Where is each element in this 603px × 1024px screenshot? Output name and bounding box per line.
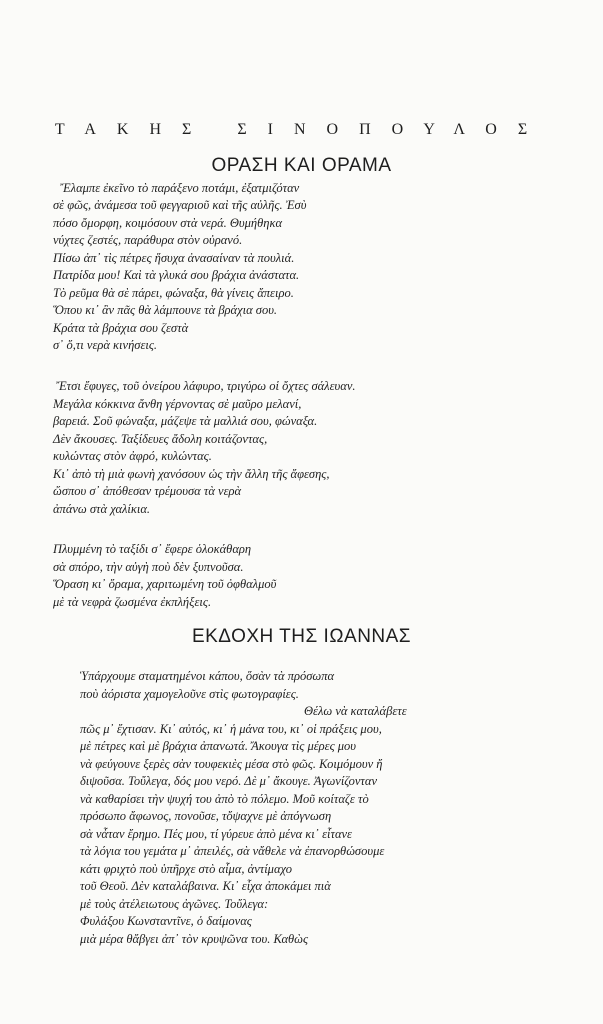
- verse-line: Δὲν ἄκουσες. Ταξίδευες ἄδολη κοιτάζοντας,: [53, 432, 268, 446]
- verse-line: Θέλω νὰ καταλάβετε: [304, 704, 407, 718]
- verse-line: τοῦ Θεοῦ. Δὲν καταλάβαινα. Κι᾿ εἶχα ἀποκάμει πιὰ: [80, 879, 331, 893]
- verse-line: ὥσπου σ᾿ ἀπόθεσαν τρέμουσα τὰ νερὰ: [53, 484, 242, 498]
- poem-title-ekdochi-tis-ioannas: ΕΚΔΟΧΗ ΤΗΣ ΙΩΑΝΝΑΣ: [191, 626, 412, 647]
- verse-line: πόσο ὄμορφη, κοιμόσουν στὰ νερά. Θυμήθηκα: [53, 216, 283, 230]
- verse-line: Μεγάλα κόκκινα ἄνθη γέρνοντας σὲ μαῦρο μελανί,: [53, 397, 302, 411]
- verse-line: μὲ τὰ νεφρὰ ζωσμένα ἐκπλήξεις.: [53, 595, 212, 609]
- verse-line: Ὅραση κι᾿ ὅραμα, χαριτωμένη τοῦ ὀφθαλμοῦ: [53, 577, 277, 591]
- poem-title-orasi-kai-orama: ΟΡΑΣΗ ΚΑΙ ΟΡΑΜΑ: [211, 155, 392, 176]
- verse-line: Πλυμμένη τὸ ταξίδι σ᾿ ἔφερε ὁλοκάθαρη: [53, 542, 252, 556]
- verse-line: μιὰ μέρα θἄβγει ἀπ᾿ τὸν κρυψῶνα του. Καθὼς: [80, 932, 309, 946]
- verse-line: τὰ λόγια του γεμάτα μ᾿ ἀπειλές, σὰ νἄθελε νὰ ἐπανορθώσουμε: [80, 844, 385, 858]
- verse-line: ποὺ ἀόριστα χαμογελοῦνε στὶς φωτογραφίες.: [80, 687, 299, 701]
- verse-line: διψοῦσα. Τοὔλεγα, δός μου νερό. Δὲ μ᾿ ἄκουγε. Ἀγωνίζονταν: [80, 774, 378, 788]
- verse-line: Ἔλαμπε ἐκεῖνο τὸ παράξενο ποτάμι, ἐξατμιζόταν: [60, 181, 300, 195]
- verse-line: πρόσωπο ἄφωνος, πονοῦσε, τὄψαχνε μὲ ἀπόγνωση: [80, 809, 332, 823]
- verse-line: νὰ καθαρίσει τὴν ψυχή του ἀπὸ τὸ πόλεμο. Μοῦ κοίταζε τὸ: [80, 792, 369, 806]
- verse-line: σὲ φῶς, ἀνάμεσα τοῦ φεγγαριοῦ καὶ τῆς αὐλῆς. Ἐσὺ: [53, 198, 307, 212]
- verse-line: μὲ τοὺς ἀτέλειωτους ἀγῶνες. Τοὔλεγα:: [80, 897, 269, 911]
- verse-line: μὲ πέτρες καὶ μὲ βράχια ἀπανωτά. Ἄκουγα τὶς μέρες μου: [80, 739, 357, 753]
- verse-line: σὰ σπόρο, τὴν αὐγὴ ποὺ δὲν ξυπνοῦσα.: [53, 560, 244, 574]
- verse-line: Κράτα τὰ βράχια σου ζεστὰ: [53, 321, 189, 335]
- verse-line: σὰ νἆταν ἔρημο. Πές μου, τί γύρευε ἀπὸ μένα κι᾿ εἶτανε: [80, 827, 352, 841]
- verse-line: βαρειά. Σοῦ φώναξα, μάζεψε τὰ μαλλιά σου, φώναξα.: [53, 414, 318, 428]
- verse-line: Φυλάξου Κωνσταντῖνε, ὁ δαίμονας: [80, 914, 252, 928]
- verse-line: Κι᾿ ἀπὸ τὴ μιὰ φωνὴ χανόσουν ὡς τὴν ἄλλη τῆς ἄφεσης,: [53, 467, 330, 481]
- verse-line: νὰ φεύγουνε ξερὲς σὰν τουφεκιὲς μέσα στὸ φῶς. Κοιμόμουν ἤ: [80, 757, 383, 771]
- verse-line: Ἔτσι ἔφυγες, τοῦ ὀνείρου λάφυρο, τριγύρω οἱ ὄχτες σάλευαν.: [56, 379, 356, 393]
- verse-line: σ᾿ ὅ,τι νερὰ κινήσεις.: [53, 338, 158, 352]
- verse-line: νύχτες ζεστές, παράθυρα στὸν οὐρανό.: [53, 233, 243, 247]
- verse-line: κάτι φριχτὸ ποὺ ὑπῆρχε στὸ αἷμα, ἀντίμαχο: [80, 862, 293, 876]
- verse-line: κυλώντας στὸν ἀφρό, κυλώντας.: [53, 449, 212, 463]
- verse-line: Ὅπου κι᾿ ἂν πᾶς θὰ λάμπουνε τὰ βράχια σου.: [53, 303, 278, 317]
- author-name: ΤΑΚΗΣ ΣΙΝΟΠΟΥΛΟΣ: [54, 121, 549, 138]
- verse-line: πῶς μ᾿ ἔχτισαν. Κι᾿ αὐτός, κι᾿ ἡ μάνα του, κι᾿ οἱ πράξεις μου,: [80, 722, 382, 736]
- verse-line: ἀπάνω στὰ χαλίκια.: [53, 502, 151, 516]
- verse-line: Πατρίδα μου! Καὶ τὰ γλυκά σου βράχια ἀνάστατα.: [53, 268, 300, 282]
- verse-line: Ὑπάρχουμε σταματημένοι κάπου, ὅσὰν τὰ πρόσωπα: [80, 669, 335, 683]
- verse-line: Τὸ ρεῦμα θὰ σὲ πάρει, φώναξα, θὰ γίνεις ἄπειρο.: [53, 286, 294, 300]
- verse-line: Πίσω ἀπ᾿ τὶς πέτρες ἥσυχα ἀνασαίναν τὰ πουλιά.: [53, 251, 295, 265]
